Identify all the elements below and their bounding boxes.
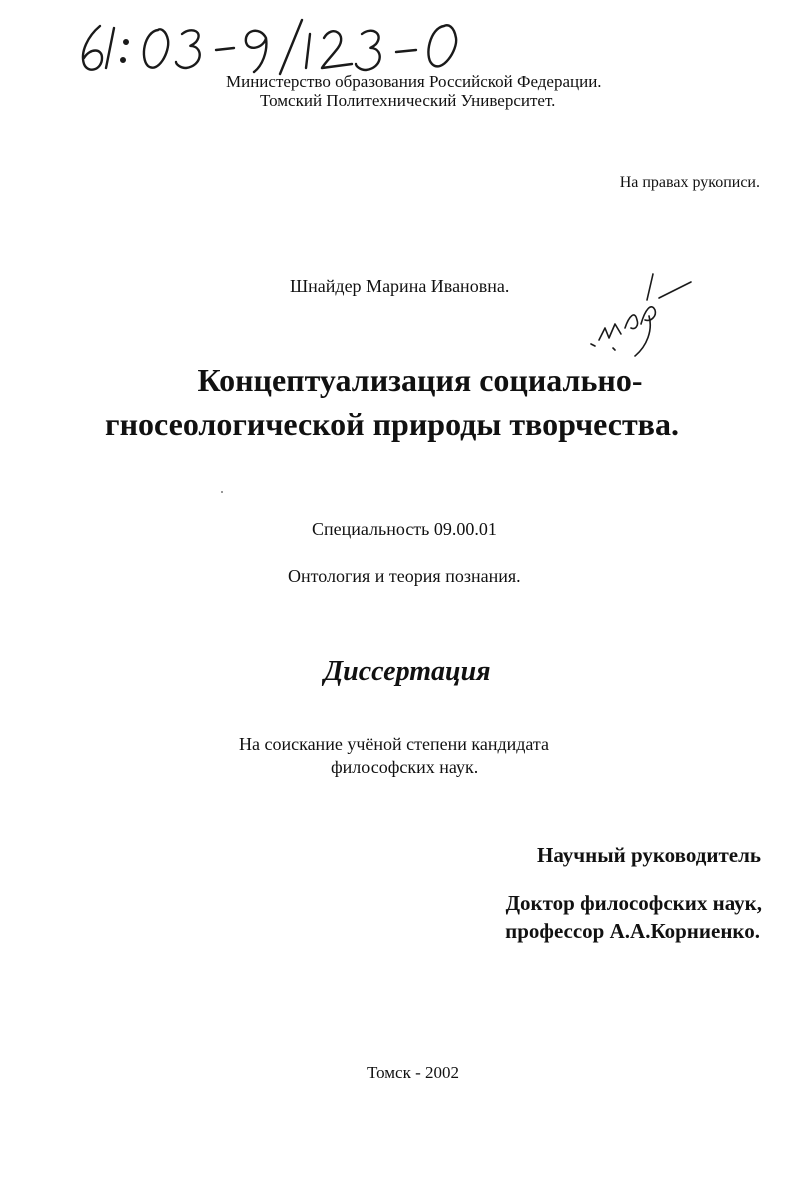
degree-line-2: философских наук. [331, 757, 479, 777]
specialty-code: Специальность 09.00.01 [312, 519, 497, 539]
supervisor-details [0, 889, 762, 945]
manuscript-rights-note: На правах рукописи. [619, 174, 760, 191]
title-line-2: гносеологической природы творчества. [105, 406, 679, 442]
document-type: Диссертация [324, 656, 491, 687]
specialty-field: Онтология и теория познания. [288, 566, 521, 586]
supervisor-label: Научный руководитель [537, 843, 761, 867]
place-and-year: Томск - 2002 [367, 1063, 460, 1082]
university-name: Томский Политехнический Университет. [260, 91, 556, 110]
author-name: Шнайдер Марина Ивановна. [290, 276, 510, 296]
ministry-name: Министерство образования Российской Федерации. [226, 72, 602, 91]
handwritten-catalog-number [70, 12, 490, 80]
supervisor-degree: Доктор философских наук, [505, 891, 762, 915]
supervisor-name: профессор А.А.Корниенко. [505, 919, 760, 943]
handwritten-signature [585, 270, 700, 365]
degree-line-1: На соискание учёной степени кандидата [239, 734, 549, 754]
title-line-1: Концептуализация социально- [197, 362, 643, 398]
scan-speck [221, 491, 223, 493]
dissertation-title [0, 358, 798, 446]
